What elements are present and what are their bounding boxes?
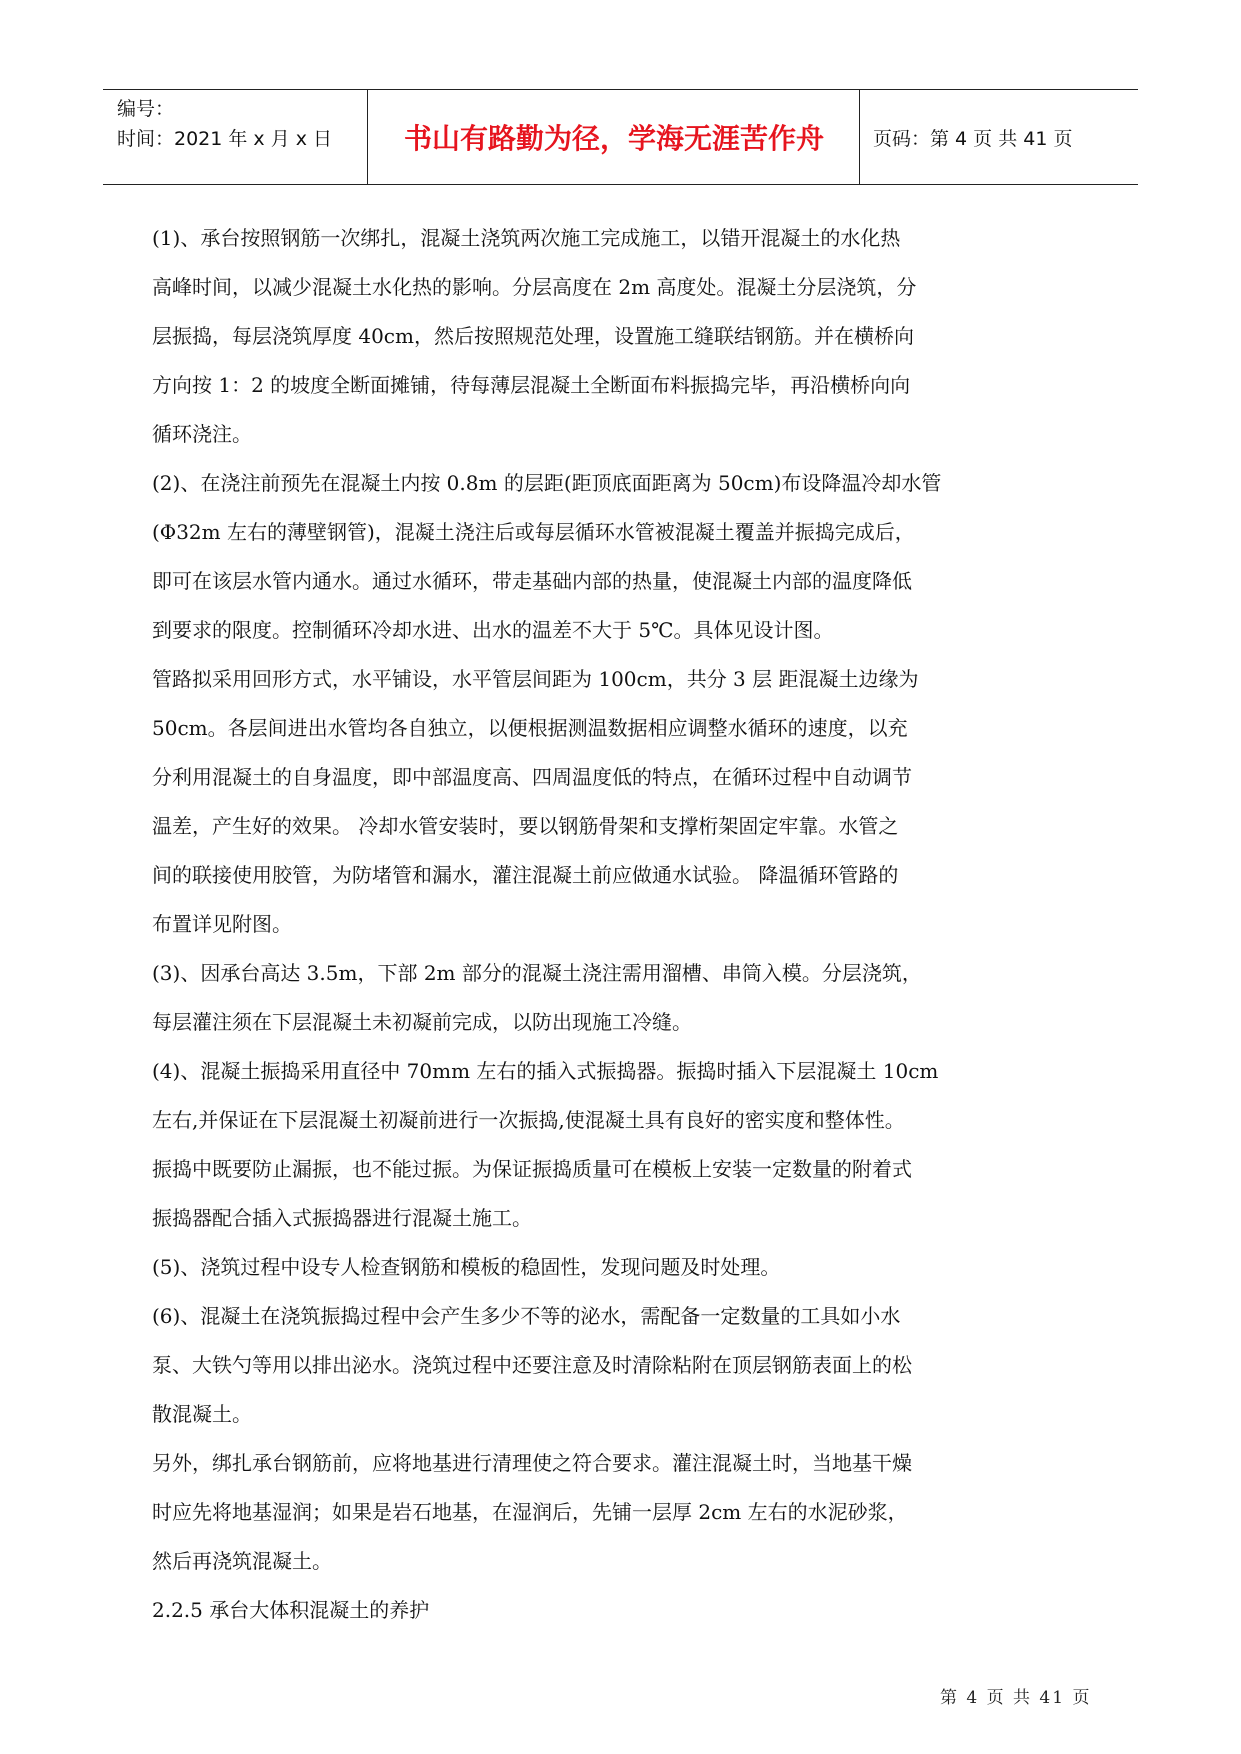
text-line: 布置详见附图。	[152, 912, 292, 936]
text-line: 温差，产生好的效果。 冷却水管安装时，要以钢筋骨架和支撑桁架固定牢靠。水管之	[152, 814, 899, 838]
document-time-label: 时间：2021 年 x 月 x 日	[117, 128, 333, 150]
header-motto: 书山有路勤为径，学海无涯苦作舟	[403, 122, 824, 155]
page-header	[103, 89, 1138, 185]
text-line: (4)、混凝土振捣采用直径中 70mm 左右的插入式振捣器。振捣时插入下层混凝土 10cm	[152, 1059, 939, 1083]
document-body	[152, 214, 1098, 1635]
header-divider	[367, 90, 368, 184]
document-number-label: 编号：	[117, 98, 175, 120]
text-line: 另外，绑扎承台钢筋前，应将地基进行清理使之符合要求。灌注混凝土时，当地基干燥	[152, 1451, 912, 1475]
header-divider	[859, 90, 860, 184]
text-line: 到要求的限度。控制循环冷却水进、出水的温差不大于 5℃。具体见设计图。	[152, 618, 834, 642]
text-line: 时应先将地基湿润；如果是岩石地基，在湿润后，先铺一层厚 2cm 左右的水泥砂浆，	[152, 1500, 908, 1524]
text-line: (5)、浇筑过程中设专人检查钢筋和模板的稳固性，发现问题及时处理。	[152, 1255, 781, 1279]
text-line: 每层灌注须在下层混凝土未初凝前完成，以防出现施工冷缝。	[152, 1010, 692, 1034]
text-line: 间的联接使用胶管，为防堵管和漏水，灌注混凝土前应做通水试验。 降温循环管路的	[152, 863, 899, 887]
header-meta	[117, 94, 367, 154]
text-line: 高峰时间，以减少混凝土水化热的影响。分层高度在 2m 高度处。混凝土分层浇筑，分	[152, 275, 917, 299]
text-line: 循环浇注。	[152, 422, 252, 446]
text-line: 分利用混凝土的自身温度，即中部温度高、四周温度低的特点，在循环过程中自动调节	[152, 765, 912, 789]
header-page-info: 页码：第 4 页 共 41 页	[873, 127, 1073, 150]
text-line: 散混凝土。	[152, 1402, 252, 1426]
text-line: 即可在该层水管内通水。通过水循环，带走基础内部的热量，使混凝土内部的温度降低	[152, 569, 912, 593]
text-line: 然后再浇筑混凝土。	[152, 1549, 332, 1573]
page-footer: 第 4 页 共 41 页	[940, 1688, 1092, 1708]
text-line: 50cm。各层间进出水管均各自独立，以便根据测温数据相应调整水循环的速度，以充	[152, 716, 908, 740]
text-line: (3)、因承台高达 3.5m，下部 2m 部分的混凝土浇注需用溜槽、串筒入模。分层浇筑，	[152, 961, 922, 985]
text-line: 管路拟采用回形方式，水平铺设，水平管层间距为 100cm，共分 3 层 距混凝土边缘为	[152, 667, 919, 691]
text-line: (1)、承台按照钢筋一次绑扎，混凝土浇筑两次施工完成施工，以错开混凝土的水化热	[152, 226, 901, 250]
text-line: 振捣中既要防止漏振，也不能过振。为保证振捣质量可在模板上安装一定数量的附着式	[152, 1157, 912, 1181]
text-line: 左右,并保证在下层混凝土初凝前进行一次振捣,使混凝土具有良好的密实度和整体性。	[152, 1108, 905, 1132]
text-line: (Φ32m 左右的薄壁钢管)，混凝土浇注后或每层循环水管被混凝土覆盖并振捣完成后，	[152, 520, 915, 544]
text-line: 泵、大铁勺等用以排出泌水。浇筑过程中还要注意及时清除粘附在顶层钢筋表面上的松	[152, 1353, 912, 1377]
text-line: (6)、混凝土在浇筑振捣过程中会产生多少不等的泌水，需配备一定数量的工具如小水	[152, 1304, 901, 1328]
text-line: 振捣器配合插入式振捣器进行混凝土施工。	[152, 1206, 532, 1230]
text-line: 层振捣，每层浇筑厚度 40cm，然后按照规范处理，设置施工缝联结钢筋。并在横桥向	[152, 324, 914, 348]
section-heading: 2.2.5 承台大体积混凝土的养护	[152, 1598, 430, 1622]
text-line: (2)、在浇注前预先在混凝土内按 0.8m 的层距(距顶底面距离为 50cm)布设降温冷却水管	[152, 471, 942, 495]
text-line: 方向按 1：2 的坡度全断面摊铺，待每薄层混凝土全断面布料振捣完毕，再沿横桥向向	[152, 373, 911, 397]
